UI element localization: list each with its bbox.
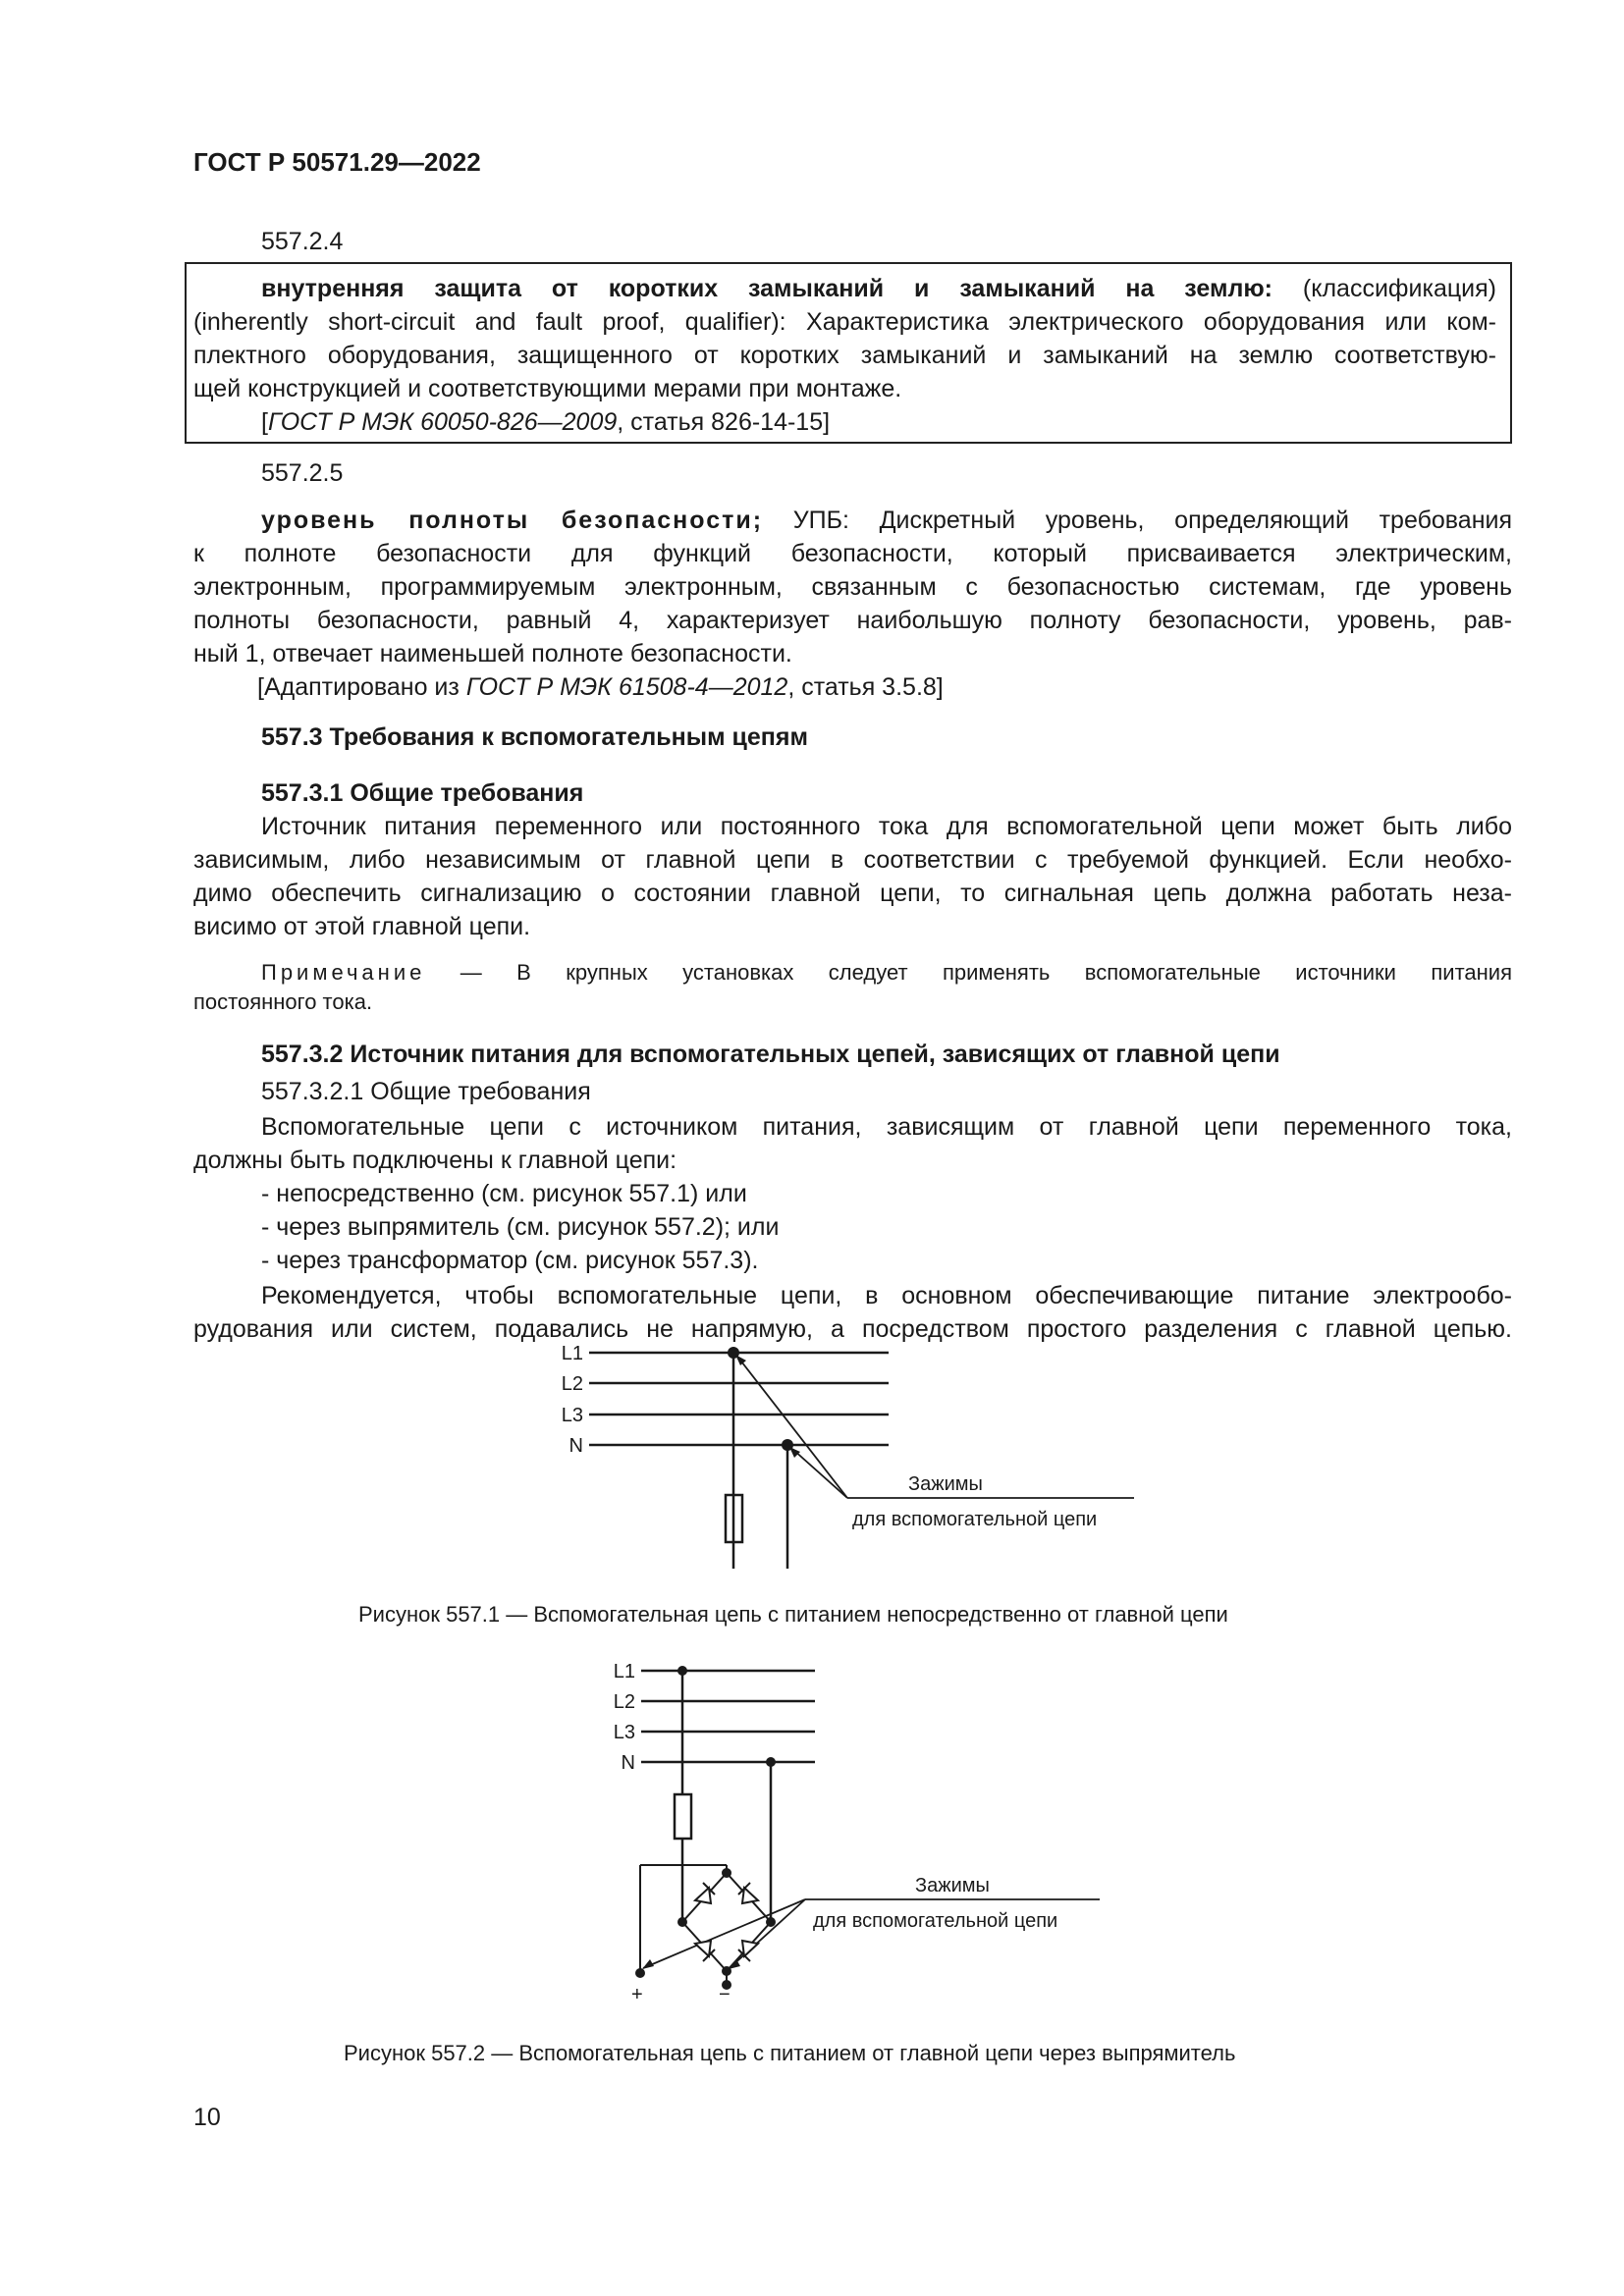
junction-dot-n: [782, 1439, 793, 1451]
leader-line-2: [730, 1899, 805, 1968]
junction-dot-right: [766, 1917, 776, 1927]
diode-1: [695, 1888, 711, 1903]
figure-557-2-diagram: [579, 1649, 1129, 2002]
leader-line-1: [643, 1899, 805, 1968]
line-label-n: N: [621, 1752, 635, 1774]
term-557-2-5-line4: полноты безопасности, равный 4, характеризует наибольшую полноту безопасности, уровень, рав-: [193, 607, 1512, 634]
terminal-label-2: для вспомогательной цепи: [813, 1910, 1058, 1932]
section-557-3-2-line1: Вспомогательные цепи с источником питания, зависящим от главной цепи переменного тока,: [261, 1113, 1512, 1141]
page-number: 10: [193, 2104, 221, 2131]
document-number: ГОСТ Р 50571.29—2022: [193, 147, 481, 177]
fuse-symbol: [675, 1794, 691, 1839]
figure-557-1-diagram: [530, 1343, 1168, 1578]
term-557-2-5-tail: УПБ: Дискретный уровень, определяющий требования: [792, 507, 1513, 534]
terminal-plus: [635, 1968, 645, 1978]
term-557-2-4-line1: [261, 272, 1496, 305]
diode-3: [695, 1941, 711, 1956]
line-label-l1: L1: [613, 1661, 635, 1682]
section-557-3-2-line2: должны быть подключены к главной цепи:: [193, 1147, 677, 1174]
note-text: — В крупных установках следует применять вспомогательные источники питания: [460, 960, 1512, 985]
leader-line-2: [792, 1449, 847, 1498]
line-label-l1: L1: [561, 1343, 583, 1364]
section-heading-557-3: 557.3 Требования к вспомогательным цепям: [261, 723, 808, 751]
junction-dot-l1: [677, 1666, 687, 1676]
terminal-label-2: для вспомогательной цепи: [852, 1509, 1098, 1530]
bullet-item: - через выпрямитель (см. рисунок 557.2); или: [261, 1213, 780, 1241]
term-557-2-4-line4: щей конструкцией и соответствующими мерами при монтаже.: [193, 375, 902, 402]
subsection-heading-557-3-2-1: 557.3.2.1 Общие требования: [261, 1078, 591, 1105]
note-line2: постоянного тока.: [193, 989, 373, 1014]
diode-2: [742, 1888, 758, 1903]
diode-4: [742, 1941, 758, 1956]
terminal-label-1: Зажимы: [915, 1875, 990, 1896]
leader-line-1: [738, 1358, 847, 1498]
term-557-2-4-tail: (классификация): [1302, 275, 1496, 302]
term-557-2-5-line2: к полноте безопасности для функций безопасности, который присваивается электрическим,: [193, 540, 1512, 567]
section-heading-557-3-2: 557.3.2 Источник питания для вспомогательных цепей, зависящих от главной цепи: [261, 1041, 1280, 1068]
bullet-item: - непосредственно (см. рисунок 557.1) или: [261, 1180, 747, 1207]
note-label: Примечание: [261, 960, 426, 985]
terminal-label-1: Зажимы: [908, 1473, 983, 1495]
section-557-3-1-line3: димо обеспечить сигнализацию о состоянии главной цепи, то сигнальная цепь должна работать неза-: [193, 880, 1512, 907]
junction-dot-n: [766, 1757, 776, 1767]
line-label-l2: L2: [561, 1373, 583, 1395]
minus-sign: −: [719, 1984, 731, 2002]
term-557-2-5-line3: электронным, программируемым электронным, связанным с безопасностью системам, где уровень: [193, 573, 1512, 601]
section-557-3-1-line4: висимо от этой главной цепи.: [193, 913, 531, 940]
term-557-2-5-line5: ный 1, отвечает наименьшей полноте безопасности.: [193, 640, 792, 667]
note-line1: [261, 958, 1512, 988]
term-number-557-2-4: 557.2.4: [261, 228, 344, 255]
term-557-2-4-bold: внутренняя защита от коротких замыканий и замыканий на землю:: [261, 275, 1272, 302]
bullet-item: - через трансформатор (см. рисунок 557.3).: [261, 1247, 759, 1274]
term-557-2-5-bold: уровень полноты безопасности;: [261, 507, 764, 534]
term-number-557-2-5: 557.2.5: [261, 459, 344, 487]
junction-dot-left: [677, 1917, 687, 1927]
line-label-n: N: [568, 1435, 583, 1457]
section-557-3-1-line1: Источник питания переменного или постоянного тока для вспомогательной цепи может быть либо: [261, 813, 1512, 840]
figure-557-2-caption: Рисунок 557.2 — Вспомогательная цепь с питанием от главной цепи через выпрямитель: [344, 2041, 1236, 2065]
junction-dot-bottom: [722, 1966, 731, 1976]
line-label-l2: L2: [613, 1691, 635, 1713]
recommendation-line1: Рекомендуется, чтобы вспомогательные цепи, в основном обеспечивающие питание электрообо-: [261, 1282, 1512, 1309]
term-557-2-5-reference: [Адаптировано из ГОСТ Р МЭК 61508-4—2012, статья 3.5.8]: [257, 673, 944, 701]
term-557-2-4-line2: (inherently short-circuit and fault proof, qualifier): Характеристика электрического оборудования или ком-: [193, 308, 1496, 336]
section-heading-557-3-1: 557.3.1 Общие требования: [261, 779, 584, 807]
term-557-2-5-line1: [261, 504, 1512, 537]
figure-557-1-caption: Рисунок 557.1 — Вспомогательная цепь с питанием непосредственно от главной цепи: [358, 1602, 1228, 1627]
junction-dot-top: [722, 1868, 731, 1878]
junction-dot-l1: [728, 1347, 739, 1359]
term-557-2-4-line3: плектного оборудования, защищенного от коротких замыканий и замыканий на землю соответствую-: [193, 342, 1496, 369]
bridge-diamond: [682, 1873, 771, 1971]
recommendation-line2: рудования или систем, подавались не напрямую, а посредством простого разделения с главной цепью.: [193, 1315, 1512, 1343]
line-label-l3: L3: [561, 1405, 583, 1426]
section-557-3-1-line2: зависимым, либо независимым от главной цепи в соответствии с требуемой функцией. Если необхо-: [193, 846, 1512, 874]
plus-sign: +: [631, 1984, 643, 2002]
term-557-2-4-reference: [ГОСТ Р МЭК 60050-826—2009, статья 826-14-15]: [261, 408, 831, 436]
line-label-l3: L3: [613, 1722, 635, 1743]
arrow-head-1: [642, 1959, 654, 1969]
